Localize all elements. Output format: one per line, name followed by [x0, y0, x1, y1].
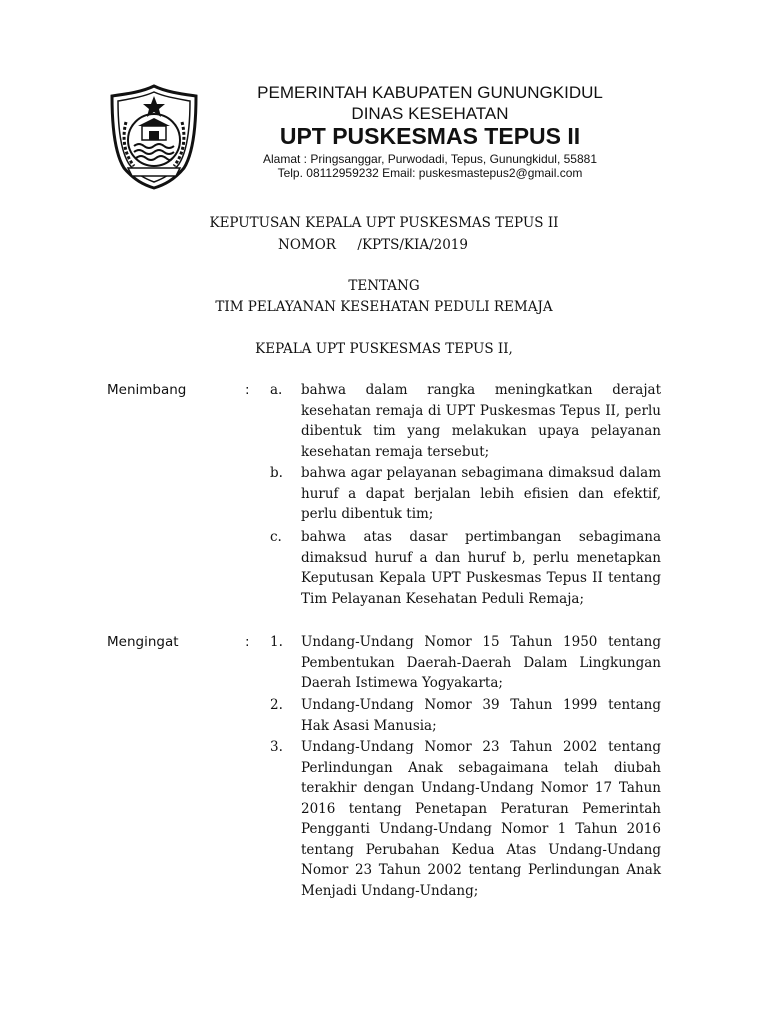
decree-title: KEPUTUSAN KEPALA UPT PUSKESMAS TEPUS II: [209, 215, 559, 231]
menimbang-label: Menimbang: [107, 382, 187, 398]
mengingat-marker-1: 1.: [270, 634, 283, 650]
decree-subject: TIM PELAYANAN KESEHATAN PEDULI REMAJA: [215, 299, 553, 315]
mengingat-label: Mengingat: [107, 634, 179, 650]
decree-issuer: KEPALA UPT PUSKESMAS TEPUS II,: [255, 341, 513, 357]
decree-number: NOMOR /KPTS/KIA/2019: [278, 237, 468, 253]
mengingat-marker-2: 2.: [270, 697, 283, 713]
contact-line: Telp. 08112959232 Email: puskesmastepus2@gmail.com: [277, 166, 583, 180]
menimbang-colon: :: [245, 382, 250, 398]
menimbang-marker-b: b.: [270, 465, 283, 481]
menimbang-marker-a: a.: [270, 382, 283, 398]
menimbang-marker-c: c.: [270, 529, 282, 545]
mengingat-marker-3: 3.: [270, 739, 283, 755]
menimbang-item-b: bahwa agar pelayanan sebagimana dimaksud dalam huruf a dapat berjalan lebih efisien dan efektif, perlu dibentuk tim;: [301, 465, 661, 522]
agency-name: DINAS KESEHATAN: [351, 104, 509, 123]
mengingat-colon: :: [245, 634, 250, 650]
mengingat-item-1: Undang-Undang Nomor 15 Tahun 1950 tentang Pembentukan Daerah-Daerah Dalam Lingkungan Daerah Istimewa Yogyakarta;: [301, 634, 661, 691]
menimbang-item-c: bahwa atas dasar pertimbangan sebagimana dimaksud huruf a dan huruf b, perlu menetapkan Keputusan Kepala UPT Puskesmas Tepus II tentang Tim Pelayanan Kesehatan Peduli Remaja;: [301, 529, 661, 607]
address-line: Alamat : Pringsanggar, Purwodadi, Tepus, Gunungkidul, 55881: [263, 152, 597, 166]
mengingat-item-3: Undang-Undang Nomor 23 Tahun 2002 tentang Perlindungan Anak sebagaimana telah diubah terakhir dengan Undang-Undang Nomor 17 Tahun 2016 tentang Penetapan Peraturan Pemerintah Pengganti Undang-Undang Nomor 1 Tahun 2016 tentang Perubahan Kedua Atas Undang-Undang Nomor 23 Tahun 2002 tentang Perlindungan Anak Menjadi Undang-Undang;: [301, 739, 661, 899]
menimbang-item-a: bahwa dalam rangka meningkatkan derajat kesehatan remaja di UPT Puskesmas Tepus II, perlu dibentuk tim yang melakukan upaya pelayanan kesehatan remaja tersebut;: [301, 382, 661, 460]
institution-name: UPT PUSKESMAS TEPUS II: [279, 123, 581, 149]
mengingat-item-2: Undang-Undang Nomor 39 Tahun 1999 tentang Hak Asasi Manusia;: [301, 697, 661, 734]
letterhead: [0, 0, 768, 200]
government-name: PEMERINTAH KABUPATEN GUNUNGKIDUL: [257, 83, 603, 102]
decree-about: TENTANG: [348, 278, 420, 294]
